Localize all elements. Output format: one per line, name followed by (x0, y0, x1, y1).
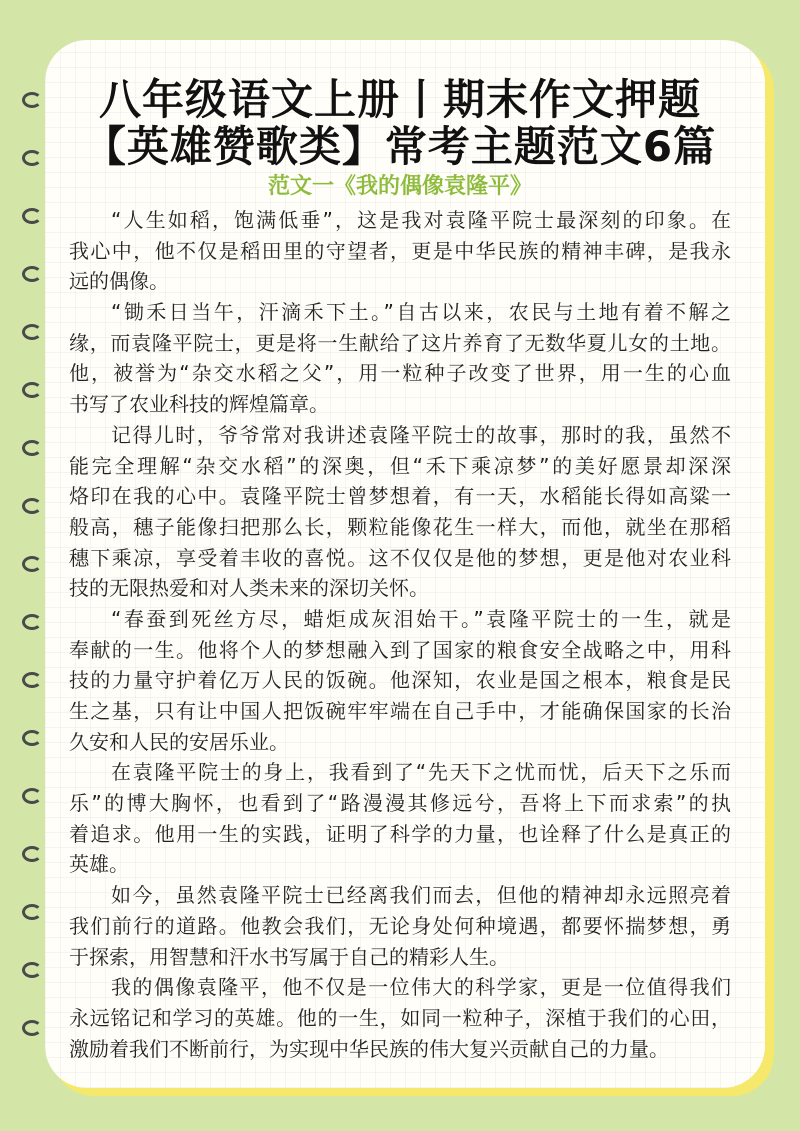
essay-line: “锄禾日当午，汗滴禾下土。”自古以来，农民与土地有着不解之 (111, 300, 731, 325)
binder-ring-icon (22, 382, 42, 398)
essay-paragraph (69, 972, 731, 1064)
binder-ring-icon (22, 730, 42, 746)
essay-line: “春蚕到死丝方尽，蜡炬成灰泪始干。”袁隆平院士的一生，就是 (111, 606, 731, 631)
essay-line: 远的偶像。 (69, 269, 169, 294)
binder-ring-icon (22, 788, 42, 804)
essay-line: 在袁隆平院士的身上，我看到了“先天下之忧而忧，后天下之乐而 (111, 760, 731, 785)
essay-line: 我心中，他不仅是稻田里的守望者，更是中华民族的精神丰碑，是我永 (69, 238, 731, 263)
essay-line: 激励着我们不断前行，为实现中华民族的伟大复兴贡献自己的力量。 (69, 1036, 669, 1061)
essay-line: 奉献的一生。他将个人的梦想融入到了国家的粮食安全战略之中，用科 (69, 637, 731, 662)
essay-line: “人生如稻，饱满低垂”，这是我对袁隆平院士最深刻的印象。在 (111, 208, 731, 232)
essay-line: 书写了农业科技的辉煌篇章。 (69, 392, 329, 417)
binder-ring-icon (22, 1020, 42, 1036)
binder-ring-icon (22, 324, 42, 340)
essay-paragraph (69, 757, 731, 880)
essay-line: 能完全理解“杂交水稻”的深奥，但“禾下乘凉梦”的美好愿景却深深 (69, 453, 731, 478)
essay-paragraph (69, 297, 731, 420)
binder-ring-icon (22, 846, 42, 862)
binder-ring-icon (22, 498, 42, 514)
essay-line: 记得儿时，爷爷常对我讲述袁隆平院士的故事，那时的我，虽然不 (111, 422, 731, 447)
essay-line: 缘，而袁隆平院士，更是将一生献给了这片养育了无数华夏儿女的土地。 (69, 330, 731, 355)
essay-line: 生之基，只有让中国人把饭碗牢牢端在自己手中，才能确保国家的长治 (69, 699, 731, 723)
essay-line: 般高，穗子能像扫把那么长，颗粒能像花生一样大，而他，就坐在那稻 (69, 514, 731, 539)
binder-ring-icon (22, 440, 42, 456)
binder-ring-icon (22, 962, 42, 978)
essay-line: 久安和人民的安居乐业。 (69, 729, 289, 754)
essay-body (69, 205, 731, 1064)
essay-line: 我们前行的道路。他教会我们，无论身处何种境遇，都要怀揣梦想，勇 (69, 913, 731, 938)
essay-line: 烙印在我的心中。袁隆平院士曾梦想着，有一天，水稻能长得如高粱一 (69, 484, 731, 509)
essay-line: 着追求。他用一生的实践，证明了科学的力量，也诠释了什么是真正的 (69, 821, 731, 846)
essay-paragraph (69, 420, 731, 604)
essay-line: 他，被誉为“杂交水稻之父”，用一粒种子改变了世界，用一生的心血 (69, 361, 731, 386)
binder-ring-icon (22, 208, 42, 224)
essay-line: 如今，虽然袁隆平院士已经离我们而去，但他的精神却永远照亮着 (111, 883, 731, 908)
essay-paragraph (69, 604, 731, 757)
binder-ring-icon (22, 556, 42, 572)
essay-line: 穗下乘凉，享受着丰收的喜悦。这不仅仅是他的梦想，更是他对农业科 (69, 545, 731, 570)
binder-ring-icon (22, 266, 42, 282)
essay-paragraph (69, 880, 731, 972)
page-title-line1: 八年级语文上册丨期末作文押题 (98, 75, 701, 124)
essay-line: 我的偶像袁隆平，他不仅是一位伟大的科学家，更是一位值得我们 (111, 975, 731, 1000)
essay-subtitle: 范文一《我的偶像袁隆平》 (267, 174, 532, 199)
essay-line: 永远铭记和学习的英雄。他的一生，如同一粒种子，深植于我们的心田， (69, 1005, 731, 1030)
essay-line: 于探索，用智慧和汗水书写属于自己的精彩人生。 (69, 944, 509, 969)
essay-line: 乐”的博大胸怀，也看到了“路漫漫其修远兮，吾将上下而求索”的执 (69, 791, 731, 816)
page-title-line2: 【英雄赞歌类】常考主题范文6篇 (83, 122, 717, 171)
binder-ring-icon (22, 672, 42, 688)
essay-paragraph (69, 205, 731, 297)
binder-ring-icon (22, 904, 42, 920)
essay-line: 英雄。 (69, 852, 129, 877)
essay-line: 技的力量守护着亿万人民的饭碗。他深知，农业是国之根本，粮食是民 (69, 668, 731, 693)
binder-ring-icon (22, 614, 42, 630)
essay-line: 技的无限热爱和对人类未来的深切关怀。 (69, 576, 429, 601)
